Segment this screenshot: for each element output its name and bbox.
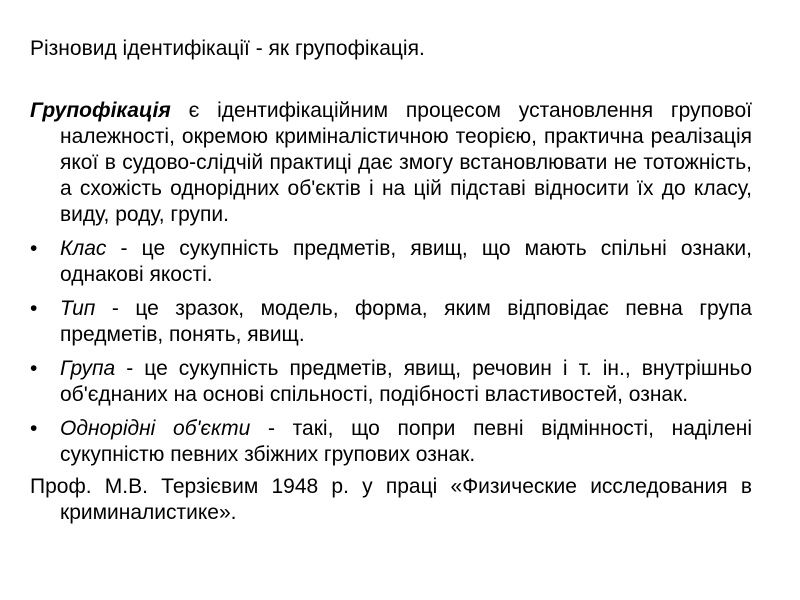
slide-title: Різновид ідентифікації - як групофікація.	[30, 37, 425, 60]
bullet-text: - це зразок, модель, форма, яким відповідає певна група предметів, понять, явищ.	[60, 297, 752, 346]
bullet-term: Однорідні об'єкти	[60, 417, 251, 440]
bullet-marker: •	[30, 297, 38, 320]
bullet-marker: •	[30, 237, 38, 260]
definition-paragraph	[30, 98, 752, 228]
bullet-term: Тип	[60, 297, 96, 320]
footer-paragraph: Проф. М.В. Терзієвим 1948 р. у праці «Физические исследования в криминалистике».	[30, 475, 752, 524]
bullet-item-homogeneous-objects	[30, 416, 752, 468]
bullet-term: Група	[60, 357, 116, 380]
bullet-term: Клас	[60, 237, 107, 260]
bullet-item-group	[30, 356, 752, 408]
bullet-text: - це сукупність предметів, явищ, що мають спільні ознаки, однакові якості.	[60, 237, 752, 286]
definition-text: є ідентифікаційним процесом установлення групової належності, окремою криміналістичною теорією, практична реалізація якої в судово-слідчій практиці дає змогу встановлювати не тотожність, а схожість однорідних об'єктів і на цій підставі відносити їх до класу, виду, роду, групи.	[60, 99, 752, 226]
definition-term: Групофікація	[30, 99, 171, 122]
slide-body	[30, 98, 752, 526]
bullet-list	[30, 236, 752, 468]
bullet-item-type	[30, 296, 752, 348]
bullet-text: - такі, що попри певні відмінності, наділені сукупністю певних збіжних групових ознак.	[60, 417, 752, 466]
bullet-marker: •	[30, 417, 38, 440]
bullet-item-class	[30, 236, 752, 288]
bullet-text: - це сукупність предметів, явищ, речовин і т. ін., внутрішньо об'єднаних на основі спільності, подібності властивостей, ознак.	[60, 357, 752, 406]
bullet-marker: •	[30, 357, 38, 380]
